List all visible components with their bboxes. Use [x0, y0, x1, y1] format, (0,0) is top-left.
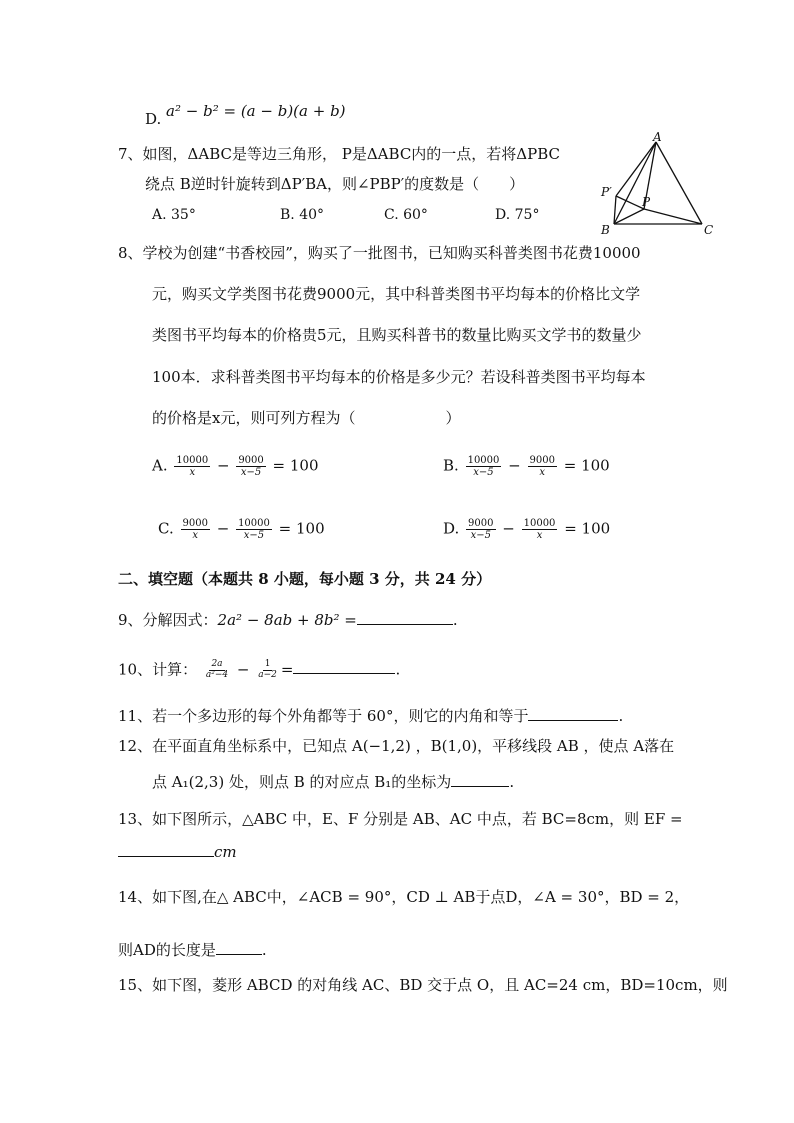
- label-p-prime: P′: [601, 185, 612, 199]
- rhs: = 100: [563, 456, 610, 475]
- answer-blank[interactable]: [451, 774, 509, 787]
- period: .: [509, 773, 515, 791]
- answer-blank[interactable]: [528, 708, 618, 721]
- fraction: [174, 455, 210, 478]
- denominator: a−2: [258, 669, 277, 680]
- formula: 2a² − 8ab + 8b² =: [217, 611, 357, 629]
- answer-blank[interactable]: [357, 612, 453, 625]
- q10: 10、计算： $\frac{2a}{\text{a²−4}}$ − $\frac{1}{a-2}$ = .: [118, 659, 401, 680]
- option-label: B.: [443, 456, 459, 475]
- section-heading: 二、填空题（本题共 8 小题，每小题 3 分，共 24 分）: [118, 570, 492, 588]
- edge-ppp: [616, 196, 644, 209]
- period: .: [395, 660, 401, 679]
- label-a: A: [653, 130, 662, 144]
- label-p: P: [642, 195, 651, 209]
- q6-option-d: [145, 102, 346, 128]
- unit: cm: [214, 843, 237, 861]
- denominator: x: [192, 530, 199, 541]
- numerator: 9000: [238, 455, 264, 466]
- numerator: 9000: [529, 455, 555, 466]
- question-text: 如图，ΔABC是等边三角形， P是ΔABC内的一点，若将ΔPBC: [142, 145, 560, 163]
- rhs: = 100: [272, 456, 319, 475]
- q7-option-c[interactable]: C. 60°: [384, 207, 428, 223]
- q14-line1: 14、如下图,在△ ABC中，∠ACB = 90°，CD ⊥ AB于点D，∠A = 30°，BD = 2，: [118, 888, 690, 906]
- question-number: 8、: [118, 244, 143, 262]
- numerator: 9000: [468, 518, 494, 529]
- option-label: C.: [158, 519, 174, 538]
- fraction: [256, 660, 279, 681]
- q7-line1: [118, 147, 560, 162]
- q8-option-a[interactable]: A. $\frac{10000}{x}$ − $\frac{9000}{x-5}$ = 100: [152, 455, 319, 478]
- label-c: C: [704, 223, 714, 237]
- numerator: 10000: [523, 518, 556, 529]
- fraction: [522, 518, 558, 541]
- question-text: 11、若一个多边形的每个外角都等于 60°，则它的内角和等于: [118, 707, 529, 725]
- answer-blank[interactable]: [118, 844, 214, 857]
- numerator: 1: [264, 659, 271, 669]
- denominator: x−5: [243, 530, 265, 541]
- fraction: [204, 660, 230, 681]
- q7-option-a[interactable]: A. 35°: [152, 207, 196, 223]
- q14-line2: [118, 942, 267, 958]
- answer-blank[interactable]: [216, 942, 262, 955]
- equals: =: [280, 660, 294, 679]
- question-text: 则AD的长度是: [118, 941, 216, 959]
- denominator: x−5: [473, 467, 494, 478]
- q8-line1: [118, 246, 641, 261]
- q8-line3: 类图书平均每本的价格贵5元，且购买科普书的数量比购买文学书的数量少: [152, 326, 642, 344]
- numerator: 10000: [238, 518, 270, 529]
- edge-pc: [644, 209, 702, 224]
- question-text: 9、分解因式：: [118, 611, 218, 629]
- q8-option-c[interactable]: C. $\frac{9000}{x}$ − $\frac{10000}{x-5}$ = 100: [158, 518, 325, 541]
- q8-line2: 元，购买文学类图书花费9000元，其中科普类图书平均每本的价格比文学: [152, 285, 641, 303]
- rhs: = 100: [278, 519, 325, 538]
- q8-line4: 100本．求科普类图书平均每本的价格是多少元？若设科普类图书平均每本: [152, 368, 646, 386]
- numerator: 10000: [176, 455, 209, 466]
- answer-blank[interactable]: [293, 661, 395, 674]
- fraction: [528, 455, 557, 478]
- q7-line2: 绕点 B逆时针旋转到ΔP′BA，则∠PBP′的度数是（ ）: [145, 175, 525, 193]
- question-number: 7、: [118, 145, 143, 163]
- edge-ppa: [616, 142, 656, 196]
- denominator: x: [189, 467, 196, 478]
- denominator: a²−4: [205, 669, 229, 680]
- numerator: 2a: [211, 659, 223, 669]
- q13-line2: [118, 844, 237, 860]
- denominator: x−5: [470, 530, 491, 541]
- q15-line1: 15、如下图，菱形 ABCD 的对角线 AC、BD 交于点 O，且 AC=24 cm，BD=10cm，则: [118, 976, 728, 994]
- edge-ac: [656, 142, 702, 224]
- denominator: x−5: [240, 467, 262, 478]
- numerator: 10000: [467, 455, 500, 466]
- numerator: 9000: [182, 518, 208, 529]
- rhs: = 100: [564, 519, 611, 538]
- fraction: [466, 455, 502, 478]
- period: .: [618, 707, 624, 725]
- q11: [118, 708, 623, 724]
- q7-triangle-figure: [598, 130, 728, 240]
- denominator: x: [536, 530, 543, 541]
- option-label: A.: [152, 456, 168, 475]
- period: .: [452, 611, 458, 629]
- formula: a² − b² = (a − b)(a + b): [166, 102, 346, 120]
- question-text: 学校为创建“书香校园”，购买了一批图书，已知购买科普类图书花费10000: [142, 244, 641, 262]
- q8-option-b[interactable]: B. $\frac{10000}{x-5}$ − $\frac{9000}{x}$ = 100: [443, 455, 610, 478]
- q12-line2: [152, 774, 514, 790]
- q7-option-d[interactable]: D. 75°: [495, 207, 540, 223]
- option-label: D.: [443, 519, 460, 538]
- q7-option-b[interactable]: B. 40°: [280, 207, 325, 223]
- fraction: [181, 518, 210, 541]
- fraction: [236, 455, 265, 478]
- edge-ab: [614, 142, 656, 224]
- period: .: [261, 941, 267, 959]
- fraction: [466, 518, 495, 541]
- q8-option-d[interactable]: D. $\frac{9000}{x-5}$ − $\frac{10000}{x}$ = 100: [443, 518, 611, 541]
- q8-line5: 的价格是x元，则可列方程为（ ）: [152, 409, 461, 427]
- q12-line1: 12、在平面直角坐标系中，已知点 A(−1,2) ，B(1,0)，平移线段 AB ，使点 A落在: [118, 737, 675, 755]
- denominator: x: [539, 467, 546, 478]
- fraction: [236, 518, 272, 541]
- option-label: D.: [145, 110, 162, 128]
- question-text: 点 A₁(2,3) 处，则点 B 的对应点 B₁的坐标为: [152, 773, 452, 791]
- question-text: 10、计算：: [118, 660, 198, 679]
- q9: [118, 612, 458, 628]
- q13-line1: 13、如下图所示，△ABC 中，E、F 分别是 AB、AC 中点，若 BC=8cm，则 EF =: [118, 810, 683, 828]
- label-b: B: [601, 223, 610, 237]
